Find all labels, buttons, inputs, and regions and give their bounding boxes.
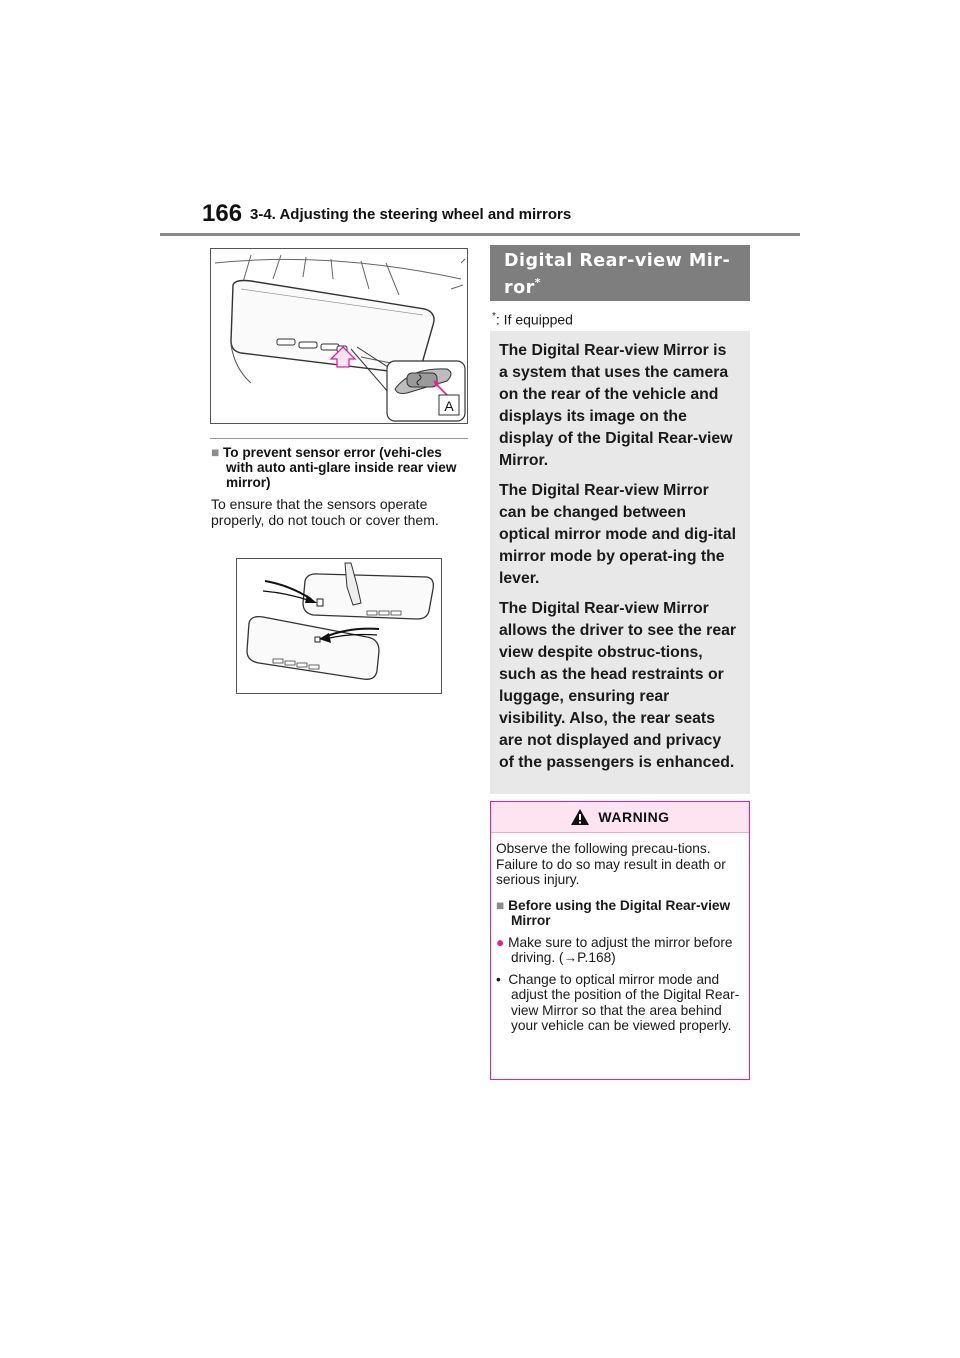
warning-header (491, 802, 749, 833)
header-rule (160, 233, 800, 236)
warning-subhead-marker: ■ (496, 897, 505, 913)
sensor-instruction: To ensure that the sensors operate properly, do not touch or cover them. (211, 496, 439, 528)
warning-label: WARNING (598, 809, 670, 825)
intro-paragraph: The Digital Rear-view Mirror is a system that uses the camera on the rear of the vehicle and displays its image on the display of the Digital Rear-view Mirror. (499, 342, 733, 469)
section-title-text: Digital Rear-view Mir-ror (504, 251, 731, 298)
warning-dash-text: Change to optical mirror mode and adjust the position of the Digital Rear-view Mirror so that the area behind your vehicle can be viewed properly. (508, 971, 740, 1033)
mirror-drawing (211, 249, 467, 423)
sensor-error-subhead (211, 445, 467, 490)
section-title (504, 251, 736, 299)
footnote-text: : If equipped (495, 311, 573, 328)
footnote-asterisk: * (492, 311, 496, 322)
subhead-text: To prevent sensor error (vehi-cles with auto anti-glare inside rear view mirror) (223, 445, 457, 490)
warning-intro-line: Observe the following precau-tions. (496, 841, 711, 856)
warning-intro (496, 841, 745, 888)
figure-divider (210, 438, 468, 439)
intro-box (490, 331, 750, 794)
intro-paragraph: The Digital Rear-view Mirror allows the driver to see the rear view despite obstruc-tions, such as the head restraints or luggage, ensuring rear visibility. Also, the rear seats are not displayed and privacy of the passengers is enhanced. (499, 600, 737, 771)
warning-bullet (496, 935, 745, 966)
subhead-marker: ■ (211, 445, 220, 460)
warning-subhead-text: Before using the Digital Rear-view Mirror (508, 897, 731, 928)
intro-paragraph: The Digital Rear-view Mirror can be changed between optical mirror mode and dig-ital mirror mode by operat-ing the lever. (499, 482, 736, 587)
section-title-asterisk: * (534, 276, 542, 289)
warning-consequence: Failure to do so may result in death or serious injury. (496, 856, 726, 887)
mirror-illustration-callout (210, 248, 468, 424)
warning-triangle-icon (570, 808, 590, 826)
warning-bullet-text: Make sure to adjust the mirror before driving. (→P.168) (508, 934, 733, 965)
warning-body (491, 833, 749, 1034)
warning-dash-item (496, 972, 745, 1034)
footnote (492, 311, 573, 328)
warning-box (490, 801, 750, 1080)
callout-label: A (444, 398, 454, 414)
bullet-dot: ● (496, 934, 505, 950)
chapter-title: 3-4. Adjusting the steering wheel and mirrors (250, 206, 572, 223)
sensor-drawing (237, 559, 441, 693)
page-number: 166 (202, 200, 243, 227)
section-title-box (490, 245, 750, 301)
dash-marker: • (496, 971, 501, 987)
warning-subhead (496, 898, 745, 929)
mirror-sensor-illustration (236, 558, 442, 694)
